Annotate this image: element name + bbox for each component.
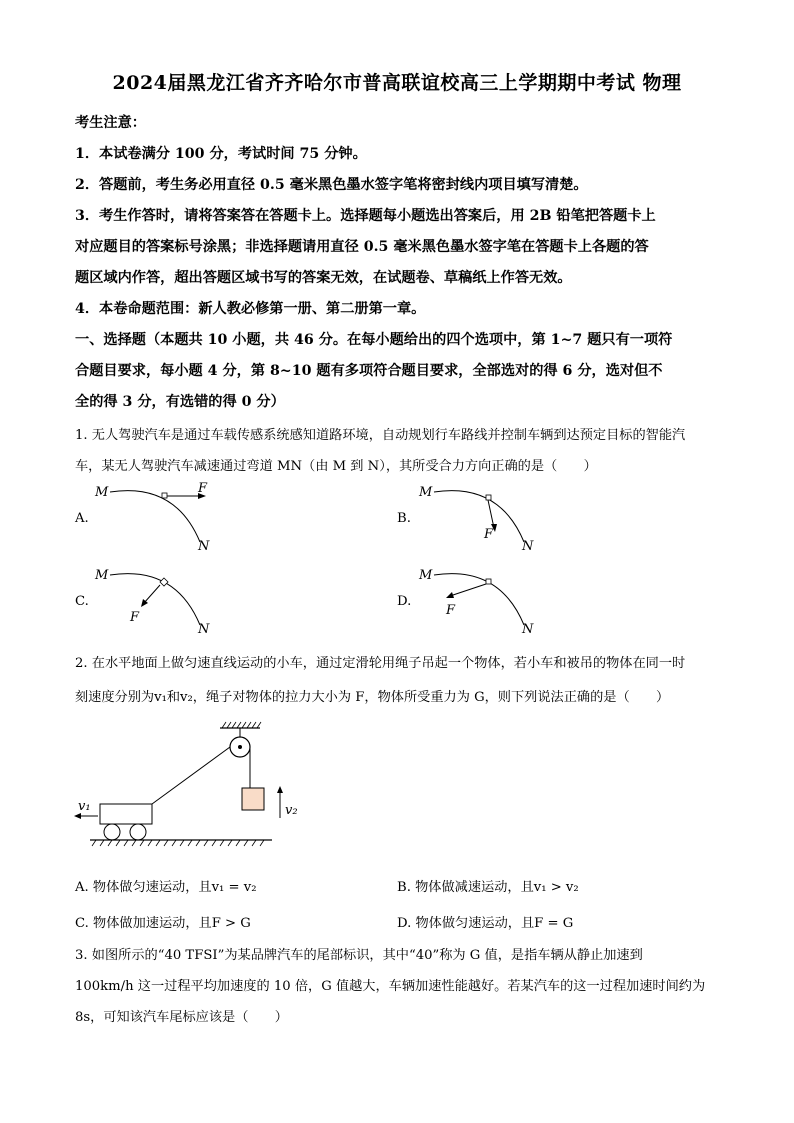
q1-diagram-a	[90, 480, 220, 555]
q2-pulley-diagram	[72, 720, 312, 855]
notice-line: 对应题目的答案标号涂黑；非选择题请用直径 0.5 毫米黑色墨水签字笔在答题卡上各题的答	[75, 239, 649, 255]
section-heading: 一、选择题（本题共 10 小题，共 46 分。在每小题给出的四个选项中，第 1~7 题只有一项符	[75, 332, 673, 348]
point-m-label: M	[95, 485, 109, 500]
v2-label: v₂	[285, 803, 298, 818]
point-n-label: N	[522, 539, 534, 554]
point-m-label: M	[95, 568, 109, 583]
notice-line: 4．本卷命题范围：新人教必修第一册、第二册第一章。	[75, 301, 426, 317]
notice-line: 3．考生作答时，请将答案答在答题卡上。选择题每小题选出答案后，用 2B 铅笔把答题卡上	[75, 208, 656, 224]
notice-heading: 考生注意：	[75, 115, 146, 131]
v1-label: v₁	[78, 799, 91, 814]
force-label: F	[484, 527, 494, 542]
point-n-label: N	[198, 539, 210, 554]
q2-option-a: A. 物体做匀速运动，且v₁ = v₂	[75, 880, 257, 895]
q1-option-a-label: A.	[75, 511, 89, 526]
force-label: F	[446, 603, 456, 618]
section-heading: 合题目要求，每小题 4 分，第 8~10 题有多项符合题目要求，全部选对的得 6 分，选对但不	[75, 363, 663, 379]
question-1-text: 1. 无人驾驶汽车是通过车载传感系统感知道路环境，自动规划行车路线并控制车辆到达预定目标的智能汽	[75, 428, 686, 443]
force-label: F	[130, 610, 140, 625]
q1-option-d-label: D.	[397, 594, 412, 609]
point-n-label: N	[522, 622, 534, 637]
question-1-text: 车，某无人驾驶汽车减速通过弯道 MN（由 M 到 N），其所受合力方向正确的是（ ）	[75, 459, 597, 474]
point-n-label: N	[198, 622, 210, 637]
notice-line: 题区域内作答，超出答题区域书写的答案无效，在试题卷、草稿纸上作答无效。	[75, 270, 572, 286]
q1-diagram-b	[414, 480, 544, 555]
q2-option-d: D. 物体做匀速运动，且F = G	[397, 916, 574, 931]
q1-option-c-label: C.	[75, 594, 89, 609]
question-3-text: 100km/h 这一过程平均加速度的 10 倍，G 值越大，车辆加速性能越好。若某汽车的这一过程加速时间约为	[75, 979, 706, 994]
question-2-text: 2. 在水平地面上做匀速直线运动的小车，通过定滑轮用绳子吊起一个物体，若小车和被吊的物体在同一时	[75, 656, 686, 671]
q1-option-b-label: B.	[397, 511, 411, 526]
question-3-text: 3. 如图所示的“40 TFSI”为某品牌汽车的尾部标识，其中“40”称为 G 值，是指车辆从静止加速到	[75, 948, 643, 963]
section-heading: 全的得 3 分，有选错的得 0 分）	[75, 394, 285, 410]
q2-option-b: B. 物体做减速运动，且v₁ > v₂	[397, 880, 579, 895]
notice-line: 2．答题前，考生务必用直径 0.5 毫米黑色墨水签字笔将密封线内项目填写清楚。	[75, 177, 588, 193]
hanging-block	[242, 788, 264, 810]
cart	[100, 804, 152, 824]
question-3-text: 8s，可知该汽车尾标应该是（ ）	[75, 1010, 288, 1025]
question-2-text: 刻速度分别为v₁和v₂，绳子对物体的拉力大小为 F，物体所受重力为 G，则下列说法正确的是（ ）	[75, 690, 670, 705]
point-m-label: M	[419, 568, 433, 583]
page-title: 2024届黑龙江省齐齐哈尔市普高联谊校高三上学期期中考试 物理	[112, 72, 682, 94]
q1-diagram-c	[90, 563, 220, 638]
force-label: F	[198, 481, 208, 496]
notice-line: 1．本试卷满分 100 分，考试时间 75 分钟。	[75, 146, 367, 162]
q1-diagram-d	[414, 563, 544, 638]
q2-option-c: C. 物体做加速运动，且F > G	[75, 916, 251, 931]
point-m-label: M	[419, 485, 433, 500]
